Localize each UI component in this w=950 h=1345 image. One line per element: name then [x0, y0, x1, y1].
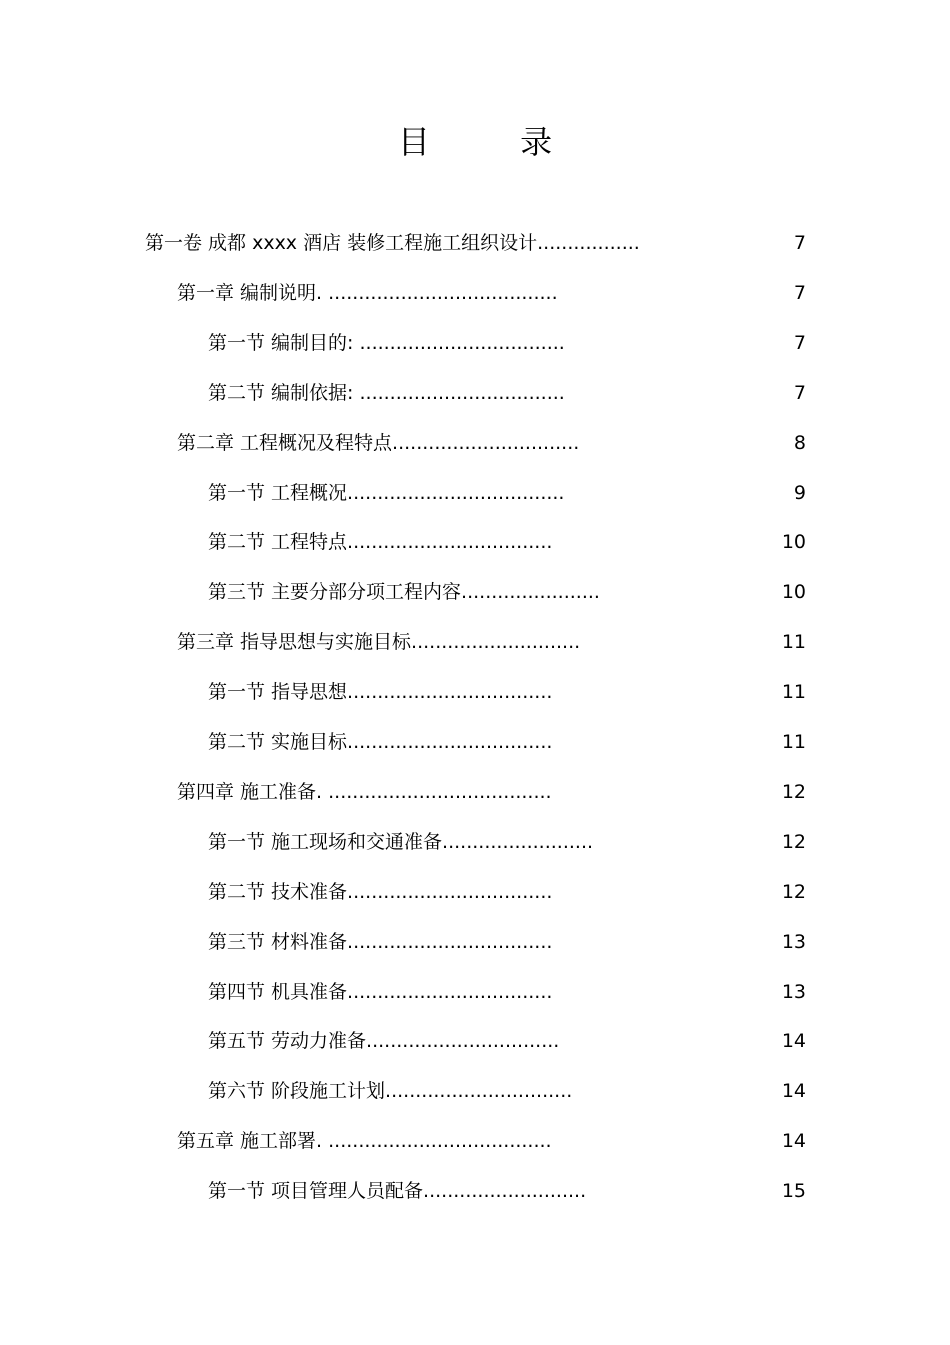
toc-entry-label: 第一章 编制说明 — [177, 282, 317, 304]
toc-entry-label: 第二节 实施目标 — [208, 731, 348, 753]
toc-entry-leader: .................................. — [347, 981, 553, 1003]
toc-entry-label: 第一节 编制目的 — [208, 332, 348, 354]
toc-entry-page-number: 15 — [781, 1180, 806, 1202]
toc-entry[interactable] — [208, 827, 810, 857]
toc-entry-leader: : .................................. — [347, 332, 565, 354]
toc-entry-label: 第三章 指导思想与实施目标 — [177, 631, 412, 653]
toc-entry-page-number: 10 — [781, 531, 806, 553]
toc-entry[interactable] — [177, 428, 810, 458]
toc-entry[interactable] — [208, 677, 810, 707]
toc-entry-page-number: 10 — [781, 581, 806, 603]
toc-entry-page-number: 9 — [793, 482, 806, 504]
toc-entry[interactable] — [208, 378, 810, 408]
toc-entry-page-number: 7 — [793, 282, 806, 304]
toc-entry-label: 第二章 工程概况及程特点 — [177, 432, 393, 454]
toc-entry-page-number: 12 — [781, 831, 806, 853]
toc-entry-leader: ......................... — [442, 831, 594, 853]
toc-entry-label: 第四章 施工准备 — [177, 781, 317, 803]
toc-entry-leader: ............................... — [392, 432, 580, 454]
toc-entry-leader: .................................. — [347, 881, 553, 903]
toc-entry[interactable] — [208, 877, 810, 907]
toc-entry[interactable] — [208, 1176, 810, 1206]
toc-entry-label: 第二节 编制依据 — [208, 382, 348, 404]
toc-entry-page-number: 7 — [793, 332, 806, 354]
toc-entry-leader: ................. — [537, 232, 640, 254]
toc-entry-leader: .................................. — [347, 931, 553, 953]
toc-entry-label: 第一节 施工现场和交通准备 — [208, 831, 443, 853]
toc-entry[interactable] — [177, 627, 810, 657]
toc-entry-leader: . ..................................... — [316, 781, 552, 803]
toc-entry-leader: ............................... — [385, 1080, 573, 1102]
toc-entry-page-number: 14 — [781, 1080, 806, 1102]
toc-entry[interactable] — [177, 278, 810, 308]
toc-entry[interactable] — [208, 1026, 810, 1056]
toc-entry-page-number: 11 — [781, 731, 806, 753]
toc-entry-page-number: 7 — [793, 232, 806, 254]
toc-entry-page-number: 8 — [793, 432, 806, 454]
toc-entry[interactable] — [208, 527, 810, 557]
toc-entry-label: 第一节 指导思想 — [208, 681, 348, 703]
toc-entry-label: 第三节 主要分部分项工程内容 — [208, 581, 462, 603]
toc-entry[interactable] — [208, 927, 810, 957]
toc-entry[interactable] — [208, 577, 810, 607]
toc-entry-label: 第一节 项目管理人员配备 — [208, 1180, 424, 1202]
toc-entry-label: 第五节 劳动力准备 — [208, 1030, 367, 1052]
toc-entry[interactable] — [208, 328, 810, 358]
toc-entry-page-number: 12 — [781, 881, 806, 903]
toc-entry[interactable] — [177, 1126, 810, 1156]
toc-entry-leader: . ..................................... — [316, 1130, 552, 1152]
toc-entry-label: 第一卷 成都 xxxx 酒店 装修工程施工组织设计 — [145, 232, 538, 254]
toc-entry-page-number: 7 — [793, 382, 806, 404]
toc-entry-label: 第五章 施工部署 — [177, 1130, 317, 1152]
toc-entry-leader: : .................................. — [347, 382, 565, 404]
toc-entry[interactable] — [145, 228, 810, 258]
toc-entry-page-number: 14 — [781, 1030, 806, 1052]
toc-entry[interactable] — [177, 777, 810, 807]
toc-entry-page-number: 11 — [781, 681, 806, 703]
toc-entry-leader: ............................ — [411, 631, 581, 653]
toc-title: 目 录 — [397, 123, 593, 161]
toc-entry-leader: .................................. — [347, 531, 553, 553]
toc-entry-page-number: 12 — [781, 781, 806, 803]
toc-entry-leader: . ...................................... — [316, 282, 558, 304]
toc-entry-leader: .................................. — [347, 731, 553, 753]
toc-entry[interactable] — [208, 727, 810, 757]
toc-entry-page-number: 13 — [781, 981, 806, 1003]
toc-entry[interactable] — [208, 1076, 810, 1106]
toc-entry-label: 第四节 机具准备 — [208, 981, 348, 1003]
toc-entry-label: 第六节 阶段施工计划 — [208, 1080, 386, 1102]
toc-entry-label: 第三节 材料准备 — [208, 931, 348, 953]
toc-entry-page-number: 14 — [781, 1130, 806, 1152]
toc-entry-leader: ................................ — [366, 1030, 560, 1052]
toc-entry-label: 第二节 工程特点 — [208, 531, 348, 553]
toc-entry-leader: .................................... — [347, 482, 565, 504]
toc-entry-leader: ........................... — [423, 1180, 587, 1202]
toc-entry[interactable] — [208, 478, 810, 508]
toc-entry-page-number: 13 — [781, 931, 806, 953]
toc-entry-label: 第一节 工程概况 — [208, 482, 348, 504]
toc-entry-page-number: 11 — [781, 631, 806, 653]
toc-entry-label: 第二节 技术准备 — [208, 881, 348, 903]
toc-entry-leader: .................................. — [347, 681, 553, 703]
toc-entry[interactable] — [208, 977, 810, 1007]
toc-entry-leader: ....................... — [461, 581, 600, 603]
